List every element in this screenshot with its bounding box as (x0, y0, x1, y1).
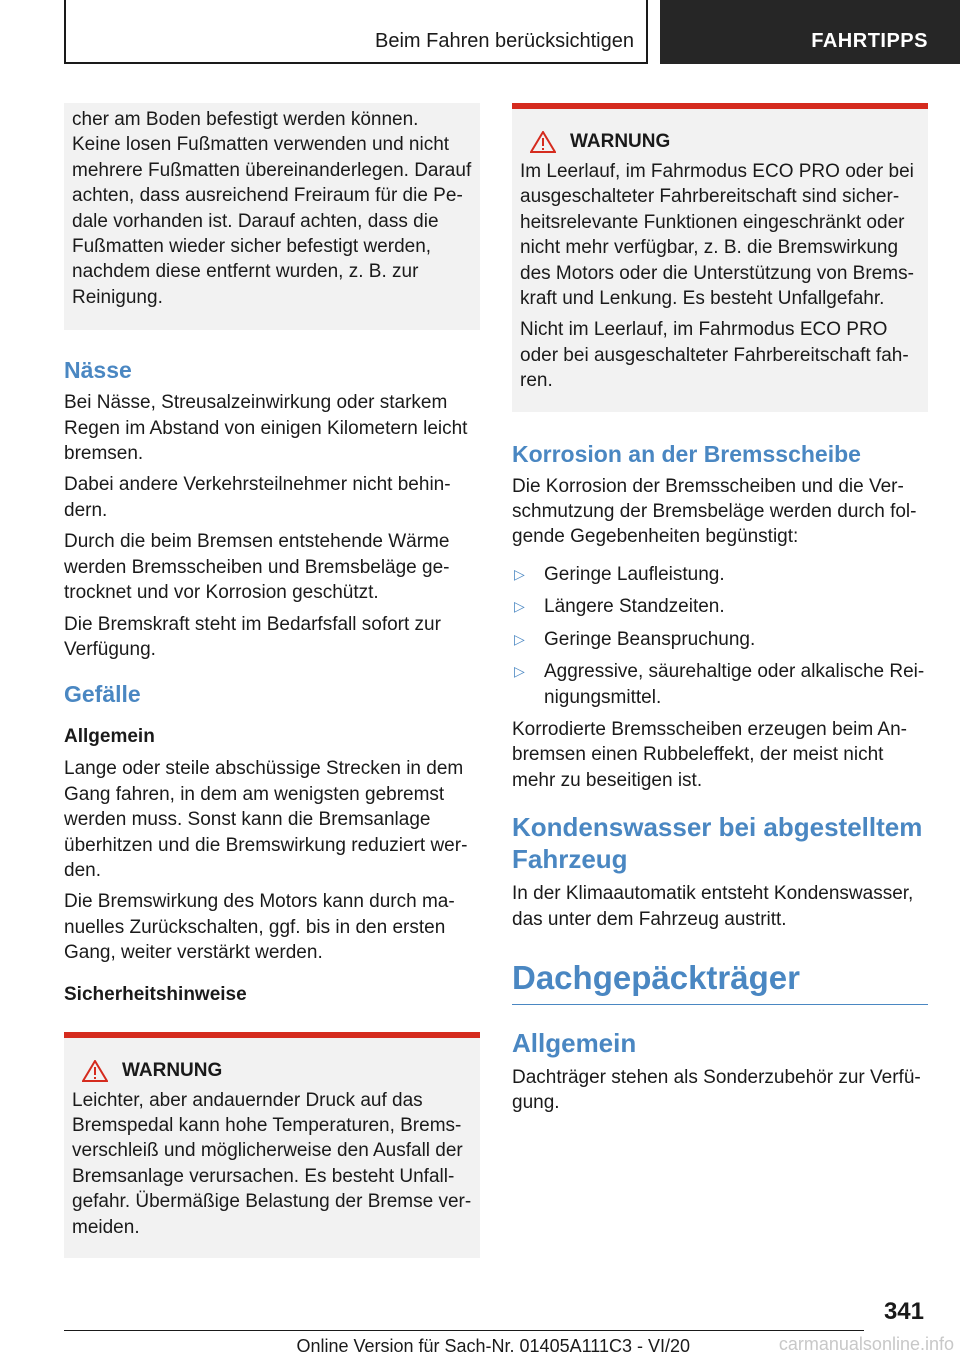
right-column (512, 103, 928, 1122)
warning-title-row (82, 1060, 472, 1082)
bullet-triangle-icon: ▷ (514, 663, 525, 680)
warning-title-row (530, 131, 920, 153)
watermark: carmanualsonline.info (778, 1334, 954, 1354)
korrosion-list (512, 562, 928, 710)
warning-paragraph-2: Nicht im Leerlauf, im Fahrmodus ECO PRO oder bei ausgeschalteter Fahrbereitschaft fahren. (520, 319, 909, 392)
heading-kondenswasser: Kondenswasser bei abgestelltem Fahrzeug (512, 812, 923, 875)
warning-title: WARNUNG (122, 1059, 223, 1081)
kondenswasser-paragraph: In der Klimaautomatik entsteht Kondenswasser, das unter dem Fahrzeug austritt. (512, 883, 914, 930)
list-item: ▷ Aggressive, säurehaltige oder alkalische Reinigungsmittel. (512, 659, 928, 710)
naesse-paragraph-3: Durch die beim Bremsen entstehende Wärme werden Bremsscheiben und Bremsbeläge getrocknet und vor Korrosion geschützt. (64, 531, 450, 604)
footer-divider (64, 1330, 864, 1331)
footer-online-version: Online Version für Sach-Nr. 01405A111C3 - VI/20 (296, 1336, 690, 1356)
list-item: ▷ Längere Standzeiten. (512, 594, 928, 619)
subheading-allgemein-dach: Allgemein (512, 1027, 637, 1058)
warning-triangle-icon (530, 131, 556, 153)
korrosion-paragraph-1: Die Korrosion der Bremsscheiben und die Verschmutzung der Bremsbeläge werden durch folgende Gegebenheiten begünstigt: (512, 475, 917, 548)
korrosion-paragraph-2: Korrodierte Bremsscheiben erzeugen beim Anbremsen einen Rubbeleffekt, der meist nicht mehr zu beseitigen ist. (512, 718, 907, 791)
subheading-allgemein: Allgemein (64, 726, 155, 748)
bullet-triangle-icon: ▷ (514, 630, 525, 647)
bullet-triangle-icon: ▷ (514, 565, 525, 582)
heading-korrosion: Korrosion an der Bremsscheibe (512, 440, 861, 467)
warning-title: WARNUNG (570, 131, 671, 152)
warning-text: Leichter, aber andauernder Druck auf das Bremspedal kann hohe Temperaturen, Bremsverschleiß und möglicherweise den Ausfall der Bremsanlage verursachen. Es besteht Unfallgefahr. Übermäßige Belastung der Bremse vermeiden. (72, 1089, 472, 1238)
list-item: ▷ Geringe Laufleistung. (512, 562, 928, 587)
warning-paragraph-1: Im Leerlauf, im Fahrmodus ECO PRO oder bei ausgeschalteter Fahrbereitschaft sind sicherheitsrelevante Funktionen eingeschränkt oder nicht mehr verfügbar, z. B. die Bremswirkung des Motors oder die Unterstützung von Bremskraft und Lenkung. Es besteht Unfallgefahr. (520, 161, 914, 310)
naesse-paragraph-1: Bei Nässe, Streusalzeinwirkung oder starkem Regen im Abstand von einigen Kilometern leicht bremsen. (64, 392, 468, 465)
gefaelle-paragraph-2: Die Bremswirkung des Motors kann durch manuelles Zurückschalten, ggf. bis in den ersten Gang, weiter verstärkt werden. (64, 891, 455, 964)
warning-box-idle (512, 103, 928, 412)
header-chapter-tab (660, 0, 960, 64)
continued-info-box (64, 103, 480, 330)
naesse-paragraph-2: Dabei andere Verkehrsteilnehmer nicht behindern. (64, 474, 451, 521)
heading-dachgepaecktraeger: Dachgepäckträger (512, 958, 928, 1005)
naesse-paragraph-4: Die Bremskraft steht im Bedarfsfall sofort zur Verfügung. (64, 613, 441, 660)
header-section-title: Beim Fahren berücksichtigen (374, 30, 634, 52)
warning-box-brake (64, 1032, 480, 1258)
left-column (64, 103, 480, 1258)
warning-triangle-icon (82, 1060, 108, 1082)
subheading-sicherheitshinweise: Sicherheitshinweise (64, 983, 247, 1005)
page-number: 341 (883, 1298, 924, 1325)
header-chapter-title: FAHRTIPPS (811, 30, 928, 52)
dach-paragraph: Dachträger stehen als Sonderzubehör zur Verfügung. (512, 1066, 921, 1114)
header-section-tab (64, 0, 648, 64)
list-item: ▷ Geringe Beanspruchung. (512, 627, 928, 652)
heading-gefaelle: Gefälle (64, 681, 141, 708)
gefaelle-paragraph-1: Lange oder steile abschüssige Strecken in dem Gang fahren, in dem am wenigsten gebremst werden muss. Sonst kann die Bremsanlage überhitzen und die Bremswirkung reduziert werden. (64, 758, 468, 881)
bullet-triangle-icon: ▷ (514, 598, 525, 615)
continued-info-text: cher am Boden befestigt werden können. Keine losen Fußmatten verwenden und nicht mehrere Fußmatten übereinanderlegen. Darauf achten, dass ausreichend Freiraum für die Pedale vorhanden ist. Darauf achten, dass die Fußmatten wieder sicher befestigt werden, nachdem diese entfernt wurden, z. B. zur Reinigung. (72, 109, 472, 308)
heading-naesse: Nässe (64, 357, 132, 384)
